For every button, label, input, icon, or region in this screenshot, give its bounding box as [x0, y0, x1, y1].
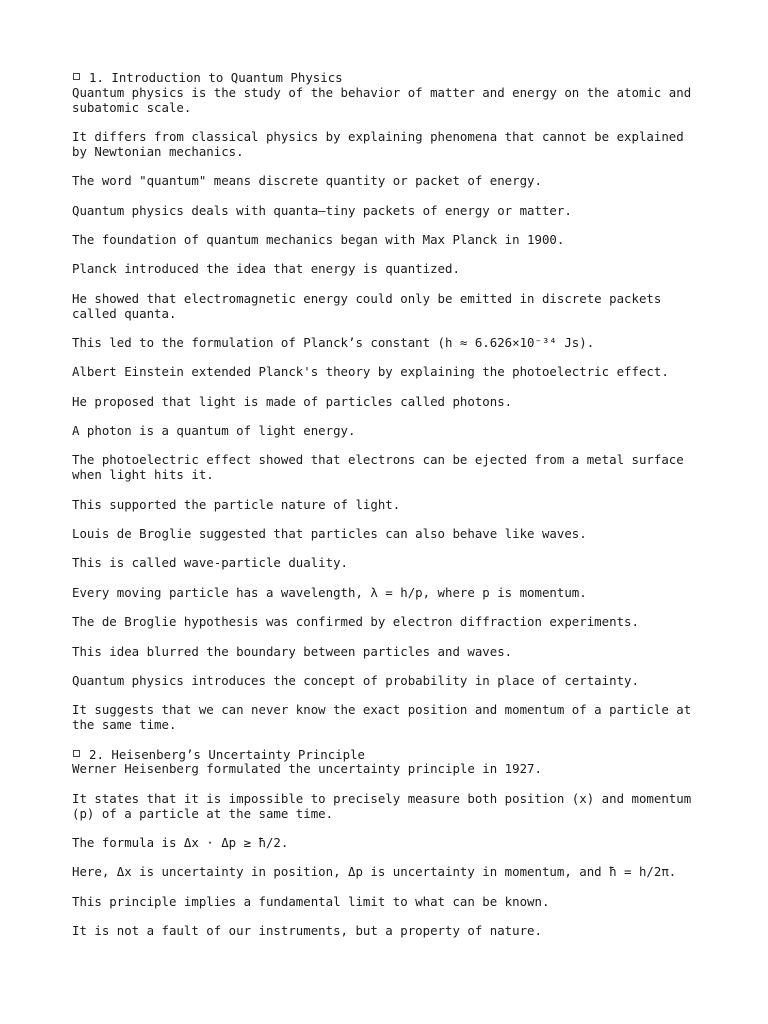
paragraph: A photon is a quantum of light energy.: [72, 423, 356, 439]
paragraph: The foundation of quantum mechanics began with Max Planck in 1900.: [72, 231, 565, 247]
paragraph: Planck introduced the idea that energy is quantized.: [72, 261, 460, 277]
paragraph: Quantum physics introduces the concept of probability in place of certainty.: [72, 673, 639, 689]
paragraph: He proposed that light is made of particles called photons.: [72, 393, 513, 409]
paragraph: Quantum physics deals with quanta—tiny packets of energy or matter.: [72, 202, 572, 218]
paragraph: It states that it is impossible to precisely measure both position (x) and momentum (p) of a particle at the same time.: [72, 790, 699, 821]
paragraph: This principle implies a fundamental limit to what can be known.: [72, 893, 550, 909]
section-heading: [72, 71, 702, 86]
paragraph: Quantum physics is the study of the behavior of matter and energy on the atomic and subatomic scale.: [72, 84, 699, 115]
section-heading: [72, 748, 702, 763]
paragraph: This supported the particle nature of light.: [72, 496, 401, 512]
paragraph: He showed that electromagnetic energy could only be emitted in discrete packets called quanta.: [72, 290, 669, 321]
paragraph: This is called wave-particle duality.: [72, 555, 349, 571]
document-page: [72, 71, 702, 954]
section-heading-text: 2. Heisenberg’s Uncertainty Principle: [89, 746, 366, 762]
paragraph: It is not a fault of our instruments, but a property of nature.: [72, 923, 542, 939]
paragraph: Every moving particle has a wavelength, λ = h/p, where p is momentum.: [72, 584, 587, 600]
paragraph: Albert Einstein extended Planck's theory by explaining the photoelectric effect.: [72, 364, 669, 380]
paragraph: It differs from classical physics by explaining phenomena that cannot be explained by Newtonian mechanics.: [72, 128, 692, 159]
paragraph: This led to the formulation of Planck’s constant (h ≈ 6.626×10⁻³⁴ Js).: [72, 334, 595, 350]
paragraph: The word "quantum" means discrete quantity or packet of energy.: [72, 173, 542, 189]
paragraph: Werner Heisenberg formulated the uncertainty principle in 1927.: [72, 761, 542, 777]
paragraph: The photoelectric effect showed that electrons can be ejected from a metal surface when light hits it.: [72, 452, 692, 483]
section-heading-text: 1. Introduction to Quantum Physics: [89, 70, 343, 85]
paragraph: It suggests that we can never know the exact position and momentum of a particle at the same time.: [72, 702, 699, 733]
square-bullet-icon: [73, 73, 80, 80]
paragraph: Louis de Broglie suggested that particles can also behave like waves.: [72, 526, 587, 542]
paragraph: The de Broglie hypothesis was confirmed by electron diffraction experiments.: [72, 614, 639, 630]
paragraph: This idea blurred the boundary between particles and waves.: [72, 643, 513, 659]
paragraph: Here, Δx is uncertainty in position, Δp is uncertainty in momentum, and ħ = h/2π.: [72, 864, 677, 880]
paragraph: The formula is Δx · Δp ≥ ħ/2.: [72, 834, 289, 850]
square-bullet-icon: [73, 750, 80, 757]
